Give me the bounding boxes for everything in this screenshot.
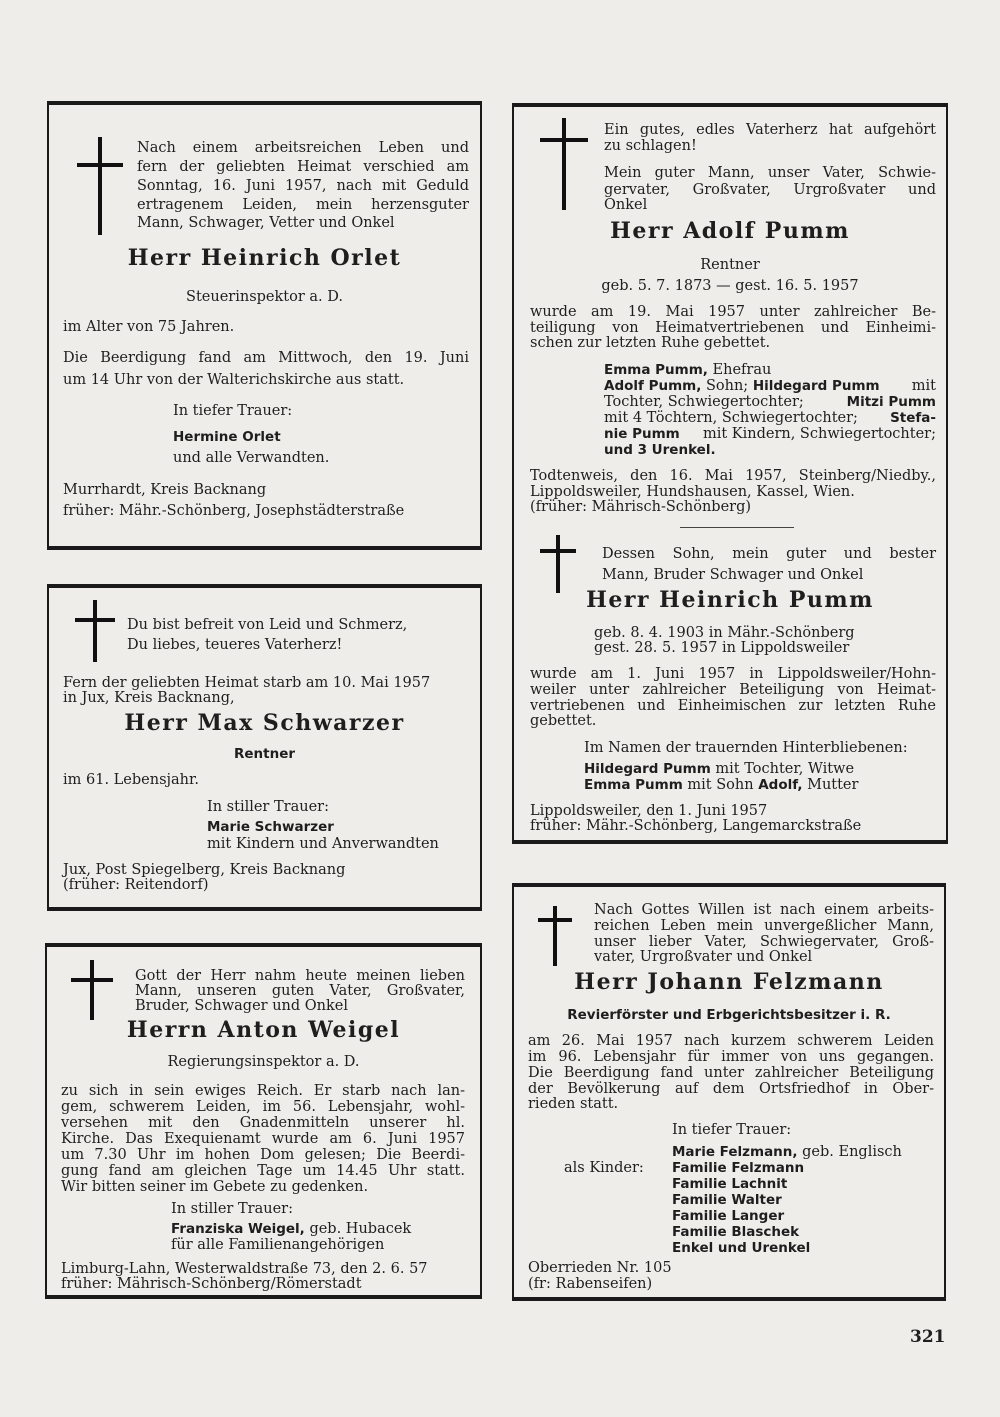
mourning-label: Im Namen der trauernden Hinterbliebenen: [584,740,908,756]
mourner-line [584,778,858,794]
intro-line: unser lieber Vater, Schwiegervater, Groß- [594,934,934,950]
mourner-relation: mit Sohn [687,777,754,793]
mourner-name: Mitzi Pumm [846,394,936,410]
mourner-line [672,1145,902,1161]
body-line: Wir bitten seiner im Gebete zu gedenken. [61,1179,369,1195]
mourner-line [604,427,936,443]
family-name: Familie Walter [672,1192,782,1208]
cross-icon [75,600,115,662]
place-line: früher: Mähr.-Schönberg, Langemarckstraße [530,818,862,834]
family-name: Familie Blaschek [672,1224,800,1240]
funeral-line: Die Beerdigung fand am Mittwoch, den 19. Juni [63,350,469,366]
divider [680,527,794,528]
life-dates: geb. 5. 7. 1873 — gest. 16. 5. 1957 [601,278,859,294]
burial-line: teiligung von Heimatvertriebenen und Einheimi- [530,320,936,336]
cross-icon [71,960,113,1020]
deceased-name: Herr Adolf Pumm [610,218,850,244]
mourner-name: Hildegard Pumm [752,378,880,394]
body-line: Kirche. Das Exequienamt wurde am 6. Juni 1957 [61,1131,465,1147]
place-line: Oberrieden Nr. 105 [528,1260,672,1276]
intro-line: zu schlagen! [604,138,697,154]
intro-line: fern der geliebten Heimat verschied am [137,159,469,175]
body-line: zu sich in sein ewiges Reich. Er starb nach lan- [61,1083,465,1099]
mourner-relation: Ehefrau [712,362,772,378]
intro-line: Du bist befreit von Leid und Schmerz, [127,617,408,633]
intro-line: Mann, Schwager, Vetter und Onkel [137,215,395,231]
intro-line: ertragenem Leiden, mein herzensguter [137,197,469,213]
mourner-relation: Mutter [807,777,859,793]
mourner-line [604,411,936,427]
family-name: Enkel und Urenkel [672,1240,811,1256]
obituary-schwarzer [47,584,482,911]
mourner-name: Adolf Pumm, [604,378,702,394]
deceased-title: Steuerinspektor a. D. [186,289,343,305]
body-line: Die Beerdigung fand unter zahlreicher Beteiligung [528,1065,934,1081]
place-line: (früher: Mährisch-Schönberg) [530,499,752,515]
death-line: gest. 28. 5. 1957 in Lippoldsweiler [594,640,850,656]
deceased-title: Rentner [700,257,760,273]
mourner-maiden: geb. Englisch [802,1144,902,1160]
intro-line: Sonntag, 16. Juni 1957, nach mit Geduld [137,178,469,194]
mourner-line [171,1222,411,1238]
mourner-name: Marie Schwarzer [207,819,334,835]
place-line: Lippoldsweiler, Hundshausen, Kassel, Wien. [530,484,855,500]
cross-icon [540,535,576,593]
mourner-relation: mit Kindern, Schwiegertochter; [702,426,936,442]
burial-line: schen zur letzten Ruhe gebettet. [530,335,771,351]
deceased-name: Herr Heinrich Orlet [127,245,402,271]
body-line: rieden statt. [528,1096,619,1112]
age: im 61. Lebensjahr. [63,772,199,788]
age: im Alter von 75 Jahren. [63,319,235,335]
children-label: als Kinder: [564,1160,644,1176]
mourning-label: In stiller Trauer: [171,1201,293,1217]
intro-line: Dessen Sohn, mein guter und bester [602,546,936,562]
body-line: am 26. Mai 1957 nach kurzem schwerem Leiden [528,1033,934,1049]
mourner-name: Franziska Weigel, [171,1221,305,1237]
mourner-name: nie Pumm [604,426,680,442]
mourner-line [604,379,936,395]
family-name: Familie Langer [672,1208,785,1224]
intro-line: Mann, Bruder Schwager und Onkel [602,567,864,583]
place-line: früher: Mährisch-Schönberg/Römerstadt [61,1276,362,1292]
intro-line: Ein gutes, edles Vaterherz hat aufgehört [604,122,936,138]
family-name: Familie Felzmann [672,1160,805,1176]
burial-line: gebettet. [530,713,597,729]
place-line: Limburg-Lahn, Westerwaldstraße 73, den 2. 6. 57 [61,1261,428,1277]
deceased-name: Herr Johann Felzmann [574,969,884,995]
deceased-name: Herrn Anton Weigel [126,1017,401,1043]
intro-line: Mein guter Mann, unser Vater, Schwie- [604,165,936,181]
intro-line: gervater, Großvater, Urgroßvater und [604,182,936,198]
mourner-name: Adolf, [758,777,803,793]
intro-line: Mann, unseren guten Vater, Großvater, [135,983,465,999]
death-line: Fern der geliebten Heimat starb am 10. Mai 1957 [63,675,431,691]
place-line: (früher: Reitendorf) [63,877,209,893]
burial-line: vertriebenen und Einheimischen zur letzten Ruhe [530,698,936,714]
place-line: Murrhardt, Kreis Backnang [63,482,267,498]
cross-icon [77,137,123,235]
intro-line: Du liebes, teueres Vaterherz! [127,637,343,653]
mourner-name: Emma Pumm [584,777,683,793]
birth-line: geb. 8. 4. 1903 in Mähr.-Schönberg [594,625,855,641]
intro-line: Nach einem arbeitsreichen Leben und [137,140,469,156]
body-line: im 96. Lebensjahr für immer von uns gegangen. [528,1049,934,1065]
mourning-label: In tiefer Trauer: [672,1122,792,1138]
place-line: Todtenweis, den 16. Mai 1957, Steinberg/Niedby., [530,468,936,484]
death-line: in Jux, Kreis Backnang, [63,690,235,706]
mourner-line [604,395,936,411]
relatives: für alle Familienangehörigen [171,1237,385,1253]
deceased-name: Herr Max Schwarzer [124,710,405,736]
obituary-felzmann [512,883,946,1301]
mourner-line [604,363,771,379]
mourner-line [584,762,854,778]
deceased-title: Revierförster und Erbgerichtsbesitzer i. R. [567,1007,891,1023]
mourning-label: In tiefer Trauer: [173,403,293,419]
relatives: mit Kindern und Anverwandten [207,836,439,852]
family-name: Familie Lachnit [672,1176,788,1192]
mourner-relation: Tochter, Schwiegertochter; [604,394,804,410]
relatives: und alle Verwandten. [173,450,330,466]
deceased-title: Rentner [233,746,296,762]
intro-line: vater, Urgroßvater und Onkel [594,949,813,965]
burial-line: weiler unter zahlreicher Beteiligung von Heimat- [530,682,936,698]
burial-line: wurde am 1. Juni 1957 in Lippoldsweiler/Hohn- [530,666,936,682]
cross-icon [540,118,588,210]
mourner-relation: mit Tochter, Witwe [715,761,855,777]
funeral-line: um 14 Uhr von der Walterichskirche aus statt. [63,372,405,388]
place-line: Lippoldsweiler, den 1. Juni 1957 [530,803,768,819]
mourner-name: Hermine Orlet [173,429,281,445]
mourner-relation: mit 4 Töchtern, Schwiegertochter; [604,410,858,426]
mourner-relation: mit [911,378,936,394]
intro-line: Gott der Herr nahm heute meinen lieben [135,968,465,984]
body-line: gung fand am gleichen Tage um 14.45 Uhr statt. [61,1163,465,1179]
obituary-weigel [45,943,482,1299]
cross-icon [538,906,572,966]
mourner-maiden: geb. Hubacek [309,1221,412,1237]
place-line: (fr: Rabenseifen) [528,1276,653,1292]
mourner-name: Hildegard Pumm [584,761,711,777]
mourning-label: In stiller Trauer: [207,799,329,815]
body-line: versehen mit den Gnadenmitteln unserer hl. [61,1115,465,1131]
mourner-name: und 3 Urenkel. [604,442,716,458]
obituary-pumm [512,103,948,844]
mourner-name: Stefa- [890,410,936,426]
intro-line: Nach Gottes Willen ist nach einem arbeits- [594,902,934,918]
intro-line: Bruder, Schwager und Onkel [135,998,348,1014]
mourner-name: Marie Felzmann, [672,1144,798,1160]
deceased-title: Regierungsinspektor a. D. [167,1054,360,1070]
mourner-relation: Sohn; [705,378,749,394]
deceased-name: Herr Heinrich Pumm [586,587,874,613]
obituary-orlet [47,101,482,550]
body-line: um 7.30 Uhr im hohen Dom gelesen; Die Beerdi- [61,1147,465,1163]
intro-line: reichen Leben mein unvergeßlicher Mann, [594,918,934,934]
body-line: gem, schwerem Leiden, im 56. Lebensjahr, wohl- [61,1099,465,1115]
place-line: früher: Mähr.-Schönberg, Josephstädterstraße [63,503,405,519]
body-line: der Bevölkerung auf dem Ortsfriedhof in Ober- [528,1081,934,1097]
page-number: 321 [910,1327,946,1347]
burial-line: wurde am 19. Mai 1957 unter zahlreicher Be- [530,304,936,320]
intro-line: Onkel [604,197,648,213]
mourner-name: Emma Pumm, [604,362,708,378]
place-line: Jux, Post Spiegelberg, Kreis Backnang [63,862,346,878]
